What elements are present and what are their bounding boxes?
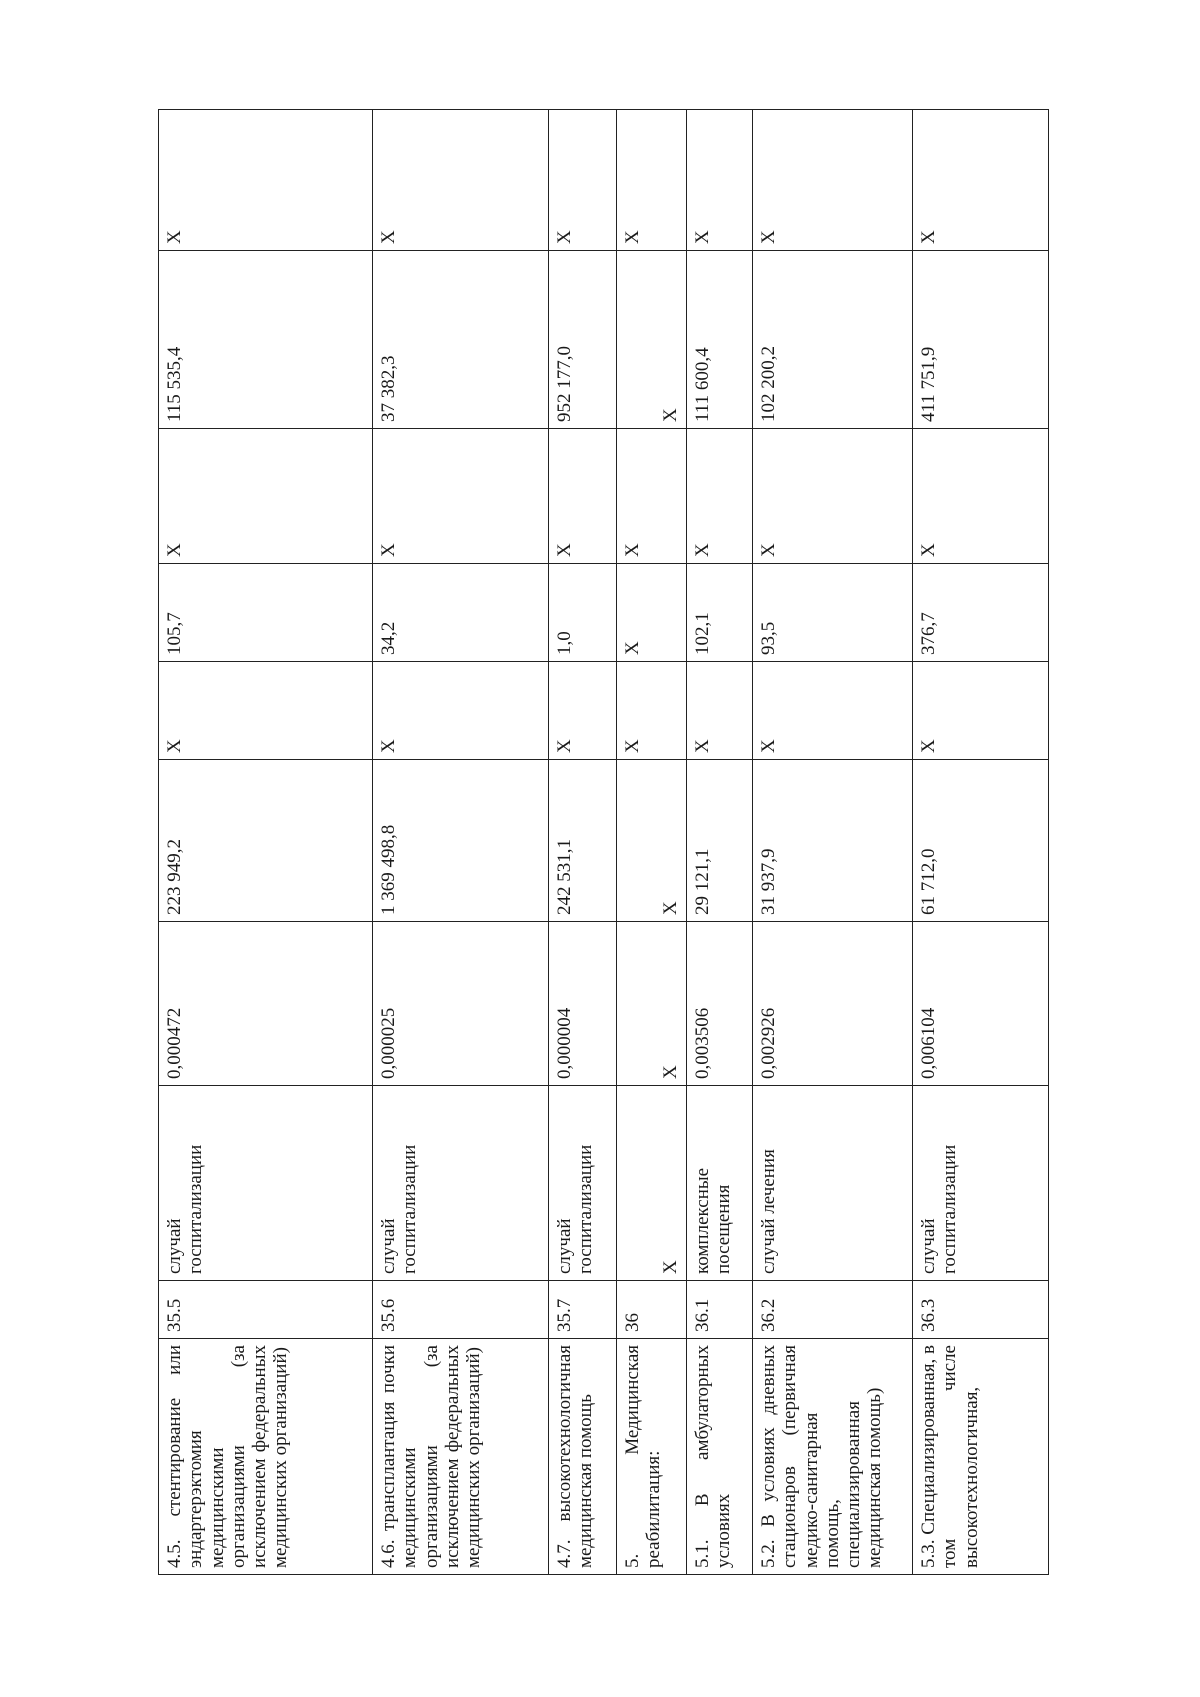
row-number: 36 [617, 1281, 687, 1339]
cell-c8: Х [913, 429, 1049, 564]
row-number: 36.2 [753, 1281, 913, 1339]
table-row [159, 110, 373, 1575]
cell-norm: 0,000004 [549, 922, 617, 1086]
table-row [753, 110, 913, 1575]
cell-c8: Х [753, 429, 913, 564]
row-unit: комплексные посещения [687, 1086, 753, 1281]
cell-c9: 111 600,4 [687, 251, 753, 429]
cell-c7: 105,7 [159, 564, 373, 662]
cell-c10: Х [373, 110, 549, 251]
row-name: 5.2. В условиях дневных стационаров (первичная медико-санитарная помощь, специализированная медицинская помощь) [753, 1339, 913, 1575]
cell-c10: Х [913, 110, 1049, 251]
row-unit: случай госпитализации [159, 1086, 373, 1281]
cell-c8: Х [687, 429, 753, 564]
row-name: 5.3. Специализированная, в том числе высокотехнологичная, [913, 1339, 1049, 1575]
cell-c6: Х [753, 662, 913, 760]
cell-cost: 29 121,1 [687, 760, 753, 922]
cell-c6: Х [617, 662, 687, 760]
cell-c10: Х [549, 110, 617, 251]
cell-c10: Х [159, 110, 373, 251]
cell-c6: Х [913, 662, 1049, 760]
cell-c9: Х [617, 251, 687, 429]
cell-c6: Х [373, 662, 549, 760]
cell-c9: 115 535,4 [159, 251, 373, 429]
cell-norm: 0,002926 [753, 922, 913, 1086]
cell-cost: 1 369 498,8 [373, 760, 549, 922]
cell-c10: Х [753, 110, 913, 251]
cell-norm: 0,000472 [159, 922, 373, 1086]
cell-c7: 1,0 [549, 564, 617, 662]
table-row [549, 110, 617, 1575]
cell-norm: Х [617, 922, 687, 1086]
row-unit: Х [617, 1086, 687, 1281]
table-row [913, 110, 1049, 1575]
row-name: 4.6. трансплантация почки медицинскими организациями (за исключением федеральных медицинских организаций) [373, 1339, 549, 1575]
row-name: 5.1. В амбулаторных условиях [687, 1339, 753, 1575]
row-number: 36.1 [687, 1281, 753, 1339]
cell-c7: 34,2 [373, 564, 549, 662]
cell-c9: 102 200,2 [753, 251, 913, 429]
row-unit: случай лечения [753, 1086, 913, 1281]
cell-cost: 223 949,2 [159, 760, 373, 922]
row-unit: случай госпитализации [549, 1086, 617, 1281]
cell-c6: Х [687, 662, 753, 760]
row-unit: случай госпитализации [373, 1086, 549, 1281]
table-row [687, 110, 753, 1575]
row-name: 4.5. стентирование или эндартерэктомия медицинскими организациями (за исключением федеральных медицинских организаций) [159, 1339, 373, 1575]
cell-norm: 0,000025 [373, 922, 549, 1086]
cell-c7: 376,7 [913, 564, 1049, 662]
row-name: 4.7. высокотехнологичная медицинская помощь [549, 1339, 617, 1575]
cell-c9: 37 382,3 [373, 251, 549, 429]
cell-c10: Х [617, 110, 687, 251]
cell-c6: Х [549, 662, 617, 760]
row-number: 35.5 [159, 1281, 373, 1339]
cell-norm: 0,003506 [687, 922, 753, 1086]
cell-norm: 0,006104 [913, 922, 1049, 1086]
row-number: 35.6 [373, 1281, 549, 1339]
row-unit: случай госпитализации [913, 1086, 1049, 1281]
cell-c6: Х [159, 662, 373, 760]
cell-c7: Х [617, 564, 687, 662]
table-row [617, 110, 687, 1575]
cell-c7: 102,1 [687, 564, 753, 662]
cell-c7: 93,5 [753, 564, 913, 662]
cell-c8: Х [549, 429, 617, 564]
cell-c8: Х [373, 429, 549, 564]
cell-c9: 952 177,0 [549, 251, 617, 429]
cell-c10: Х [687, 110, 753, 251]
table-row [373, 110, 549, 1575]
tariff-table [158, 109, 1049, 1575]
cell-c8: Х [159, 429, 373, 564]
cell-c9: 411 751,9 [913, 251, 1049, 429]
cell-cost: 31 937,9 [753, 760, 913, 922]
row-number: 36.3 [913, 1281, 1049, 1339]
rotated-page-area [158, 110, 1048, 1575]
cell-cost: 61 712,0 [913, 760, 1049, 922]
cell-c8: Х [617, 429, 687, 564]
cell-cost: 242 531,1 [549, 760, 617, 922]
row-number: 35.7 [549, 1281, 617, 1339]
cell-cost: Х [617, 760, 687, 922]
row-name: 5. Медицинская реабилитация: [617, 1339, 687, 1575]
